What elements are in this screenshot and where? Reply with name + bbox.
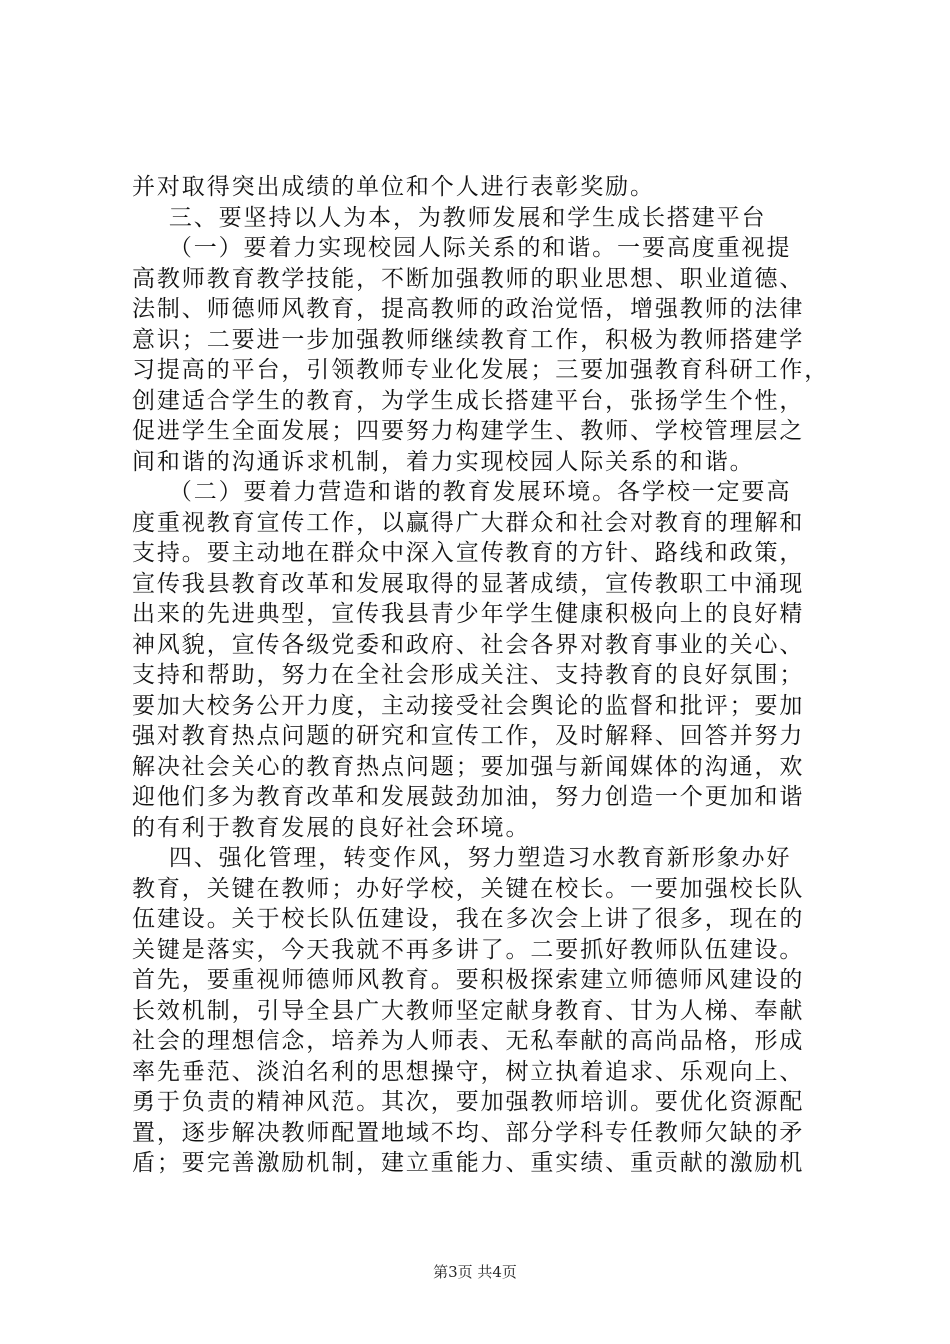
text-line: 盾；要完善激励机制，建立重能力、重实绩、重贡献的激励机: [132, 1150, 805, 1176]
text-line: 教育，关键在教师；办好学校，关键在校长。一要加强校长队: [132, 875, 805, 902]
text-line: 伍建设。关于校长队伍建设，我在多次会上讲了很多，现在的: [132, 906, 805, 932]
text-line: 神风貌，宣传各级党委和政府、社会各界对教育事业的关心、: [132, 631, 805, 658]
text-line: 解决社会关心的教育热点问题；要加强与新闻媒体的沟通，欢: [132, 753, 805, 780]
text-line: 支持。要主动地在群众中深入宣传教育的方针、路线和政策，: [132, 540, 805, 566]
text-line: 意识；二要进一步加强教师继续教育工作，积极为教师搭建学: [132, 326, 805, 353]
section-heading: 三、要坚持以人为本，为教师发展和学生成长搭建平台: [132, 204, 767, 231]
text-line: （二）要着力营造和谐的教育发展环境。各学校一定要高: [132, 479, 792, 505]
text-line: 关键是落实，今天我就不再多讲了。二要抓好教师队伍建设。: [132, 936, 805, 963]
text-line: 法制、师德师风教育，提高教师的政治觉悟，增强教师的法律: [132, 296, 805, 322]
text-line: 度重视教育宣传工作，以赢得广大群众和社会对教育的理解和: [132, 509, 805, 536]
text-line: 并对取得突出成绩的单位和个人进行表彰奖励。: [132, 174, 655, 200]
section-heading: 四、强化管理，转变作风，努力塑造习水教育新形象办好: [132, 845, 792, 871]
text-line: 首先，要重视师德师风教育。要积极探索建立师德师风建设的: [132, 967, 805, 993]
text-line: 长效机制，引导全县广大教师坚定献身教育、甘为人梯、奉献: [132, 997, 805, 1024]
text-line: 置，逐步解决教师配置地域不均、部分学科专任教师欠缺的矛: [132, 1119, 805, 1146]
text-line: 支持和帮助，努力在全社会形成关注、支持教育的良好氛围；: [132, 662, 805, 688]
text-line: 的有利于教育发展的良好社会环境。: [132, 814, 531, 841]
text-line: 创建适合学生的教育，为学生成长搭建平台，张扬学生个性，: [132, 387, 805, 414]
text-line: 勇于负责的精神风范。其次，要加强教师培训。要优化资源配: [132, 1089, 805, 1115]
text-line: 率先垂范、淡泊名利的思想操守，树立执着追求、乐观向上、: [132, 1058, 805, 1085]
text-line: 社会的理想信念，培养为人师表、无私奉献的高尚品格，形成: [132, 1028, 805, 1054]
text-line: 强对教育热点问题的研究和宣传工作，及时解释、回答并努力: [132, 723, 805, 749]
page-number-footer: 第3页 共4页: [433, 1263, 517, 1281]
text-line: （一）要着力实现校园人际关系的和谐。一要高度重视提: [132, 235, 792, 261]
text-line: 促进学生全面发展；四要努力构建学生、教师、学校管理层之: [132, 418, 805, 444]
text-line: 出来的先进典型，宣传我县青少年学生健康积极向上的良好精: [132, 601, 805, 627]
text-line: 习提高的平台，引领教师专业化发展；三要加强教育科研工作，: [132, 357, 830, 383]
text-line: 迎他们多为教育改革和发展鼓劲加油，努力创造一个更加和谐: [132, 784, 805, 810]
text-line: 宣传我县教育改革和发展取得的显著成绩，宣传教职工中涌现: [132, 570, 805, 597]
document-body: [132, 172, 832, 1179]
text-line: 间和谐的沟通诉求机制，着力实现校园人际关系的和谐。: [132, 448, 755, 475]
text-line: 要加大校务公开力度，主动接受社会舆论的监督和批评；要加: [132, 692, 805, 719]
text-line: 高教师教育教学技能，不断加强教师的职业思想、职业道德、: [132, 265, 805, 292]
